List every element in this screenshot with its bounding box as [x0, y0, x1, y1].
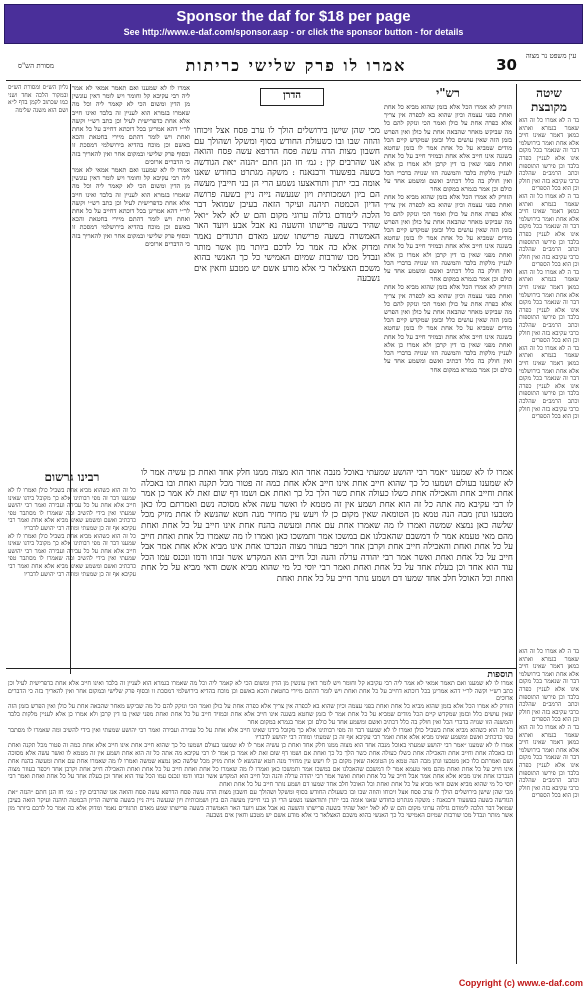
tosafot-bottom-text: אמרו לו לא שמענו ואם תאמר אמאי לא אמר ליה רבי עקיבא קל וחומר ויש לומר דאין עונשין מן הדין ומשום הכי לא קאמר ליה וכל מה שאמרו בגמרא הוא לעניין זה בלבד ואינו חייב אלא אחת כדפרישית לעיל וכן כתב רש״י וקשה לר״י דהא אמרינן בכל דוכתא דחייב על כל אחת ואחת ויש לומר דהתם מיירי בחטאת והכא באשם וכן מוכח בהדיא בירושלמי דמסכת זו ובסוף פרק שלישי ובמקום אחר ואין להאריך בזה כי הדברים ארוכים — [8, 679, 513, 703]
header-rule — [6, 80, 581, 81]
tosafot-bottom-text-2: הזורק לא אמרו הכל אלא בזמן שהוא מביא כל אחת ואחת בפני עצמה וכיון שהוא בא לכפרה אין צריך אלא כפרה אחת על כולן ואמר הכי ונזקק להם כל מה שביקש מאחר שהבאה אחת על כולן ואין הפרש בזמן הזה שאין עושים כלל ובזמן שמקדש קיים הכל מודים שמביא על כל אחת אמר לו בזמן שחטא בשגגה אינו חייב אלא אחת ובמזיד חייב על כל אחת ואחת מפני שאין בו דין קרבן ולא אמרו כן אלא לעניין מלקות בלבד והמשנה הזו שנויה בדברי הכל ואין חולק בה כלל דכתיב ואשם ומשמע אחד על כולם וכן אמר בגמרא במקום אחר — [8, 703, 513, 726]
tosafot-side-column — [72, 84, 190, 464]
right-margin-text-repeat-2: בד ה לא אמרו כל זה הוא שאמר בגמרא ואתיא כמאן דאמר שאינו חייב אלא אחת ואמר בירושלמי דבר זה שנאמר בכל מקום אינו אלא לעניין כפרה בלבד וכן פירשו התוספות וכתב הרמב״ם שהלכה כרבי עקיבא בזה ואין חולק וכן הוא בכל הספרים — [519, 268, 579, 345]
left-margin-text: גליון הש״ס ומסורת הש״ס ובמקור הלכה אחד ושני כמו שכתוב לקמן בדף ל״א ושם הוא משנה שלימה — [8, 84, 68, 114]
rabbeinu-gershom-column — [8, 468, 136, 668]
tosafot-side-text-repeat: אמרו לו לא שמענו ואם תאמר אמאי לא אמר ליה רבי עקיבא קל וחומר ויש לומר דאין עונשין מן הדין ומשום הכי לא קאמר ליה וכל מה שאמרו בגמרא הוא לעניין זה בלבד ואינו חייב אלא אחת כדפרישית לעיל וכן כתב רש״י וקשה לר״י דהא אמרינן בכל דוכתא דחייב על כל אחת ואחת ויש לומר דהתם מיירי בחטאת והכא באשם וכן מוכח בהדיא בירושלמי דמסכת זו ובסוף פרק שלישי ובמקום אחר ואין להאריך בזה כי הדברים ארוכים — [72, 166, 190, 248]
tosafot-bottom — [8, 672, 513, 962]
left-margin-column — [8, 84, 68, 464]
right-margin-text-repeat: בד ה לא אמרו כל זה הוא שאמר בגמרא ואתיא כמאן דאמר שאינו חייב אלא אחת ואמר בירושלמי דבר זה שנאמר בכל מקום אינו אלא לעניין כפרה בלבד וכן פירשו התוספות וכתב הרמב״ם שהלכה כרבי עקיבא בזה ואין חולק וכן הוא בכל הספרים — [519, 192, 579, 269]
rabbeinu-gershom-text: כל זה הוא כשהוא מביא אחת בשביל כולן ואמרו לו לא שמענו דבר זה מפי רבותינו אלא כך מקובל בידנו שאינו חייב אלא אחת על כל עבירה ועבירה ואמר רבי יהושע שמעתי ואין בידי להשיב ומה שאמרו לו מסתבר טפי כדכתיב ואשם ומשמע שאינו מביא אלא אחת ואמר רבי עקיבא אף זה כן שמעתי ומודה רבי יהושע לדבריו — [8, 487, 136, 532]
rashi-column — [384, 84, 512, 464]
right-margin-divider — [516, 84, 517, 964]
right-margin-bottom-text: בד ה לא אמרו כל זה הוא שאמר בגמרא ואתיא כמאן דאמר שאינו חייב אלא אחת ואמר בירושלמי דבר זה שנאמר בכל מקום אינו אלא לעניין כפרה בלבד וכן פירשו התוספות וכתב הרמב״ם שהלכה כרבי עקיבא בזה ואין חולק וכן הוא בכל הספרים — [519, 648, 579, 724]
tosafot-bottom-heading: תוספות — [487, 672, 513, 680]
right-margin-heading: שיטה מקובצת — [531, 86, 567, 114]
tosafot-side-text: אמרו לו לא שמענו ואם תאמר אמאי לא אמר ליה רבי עקיבא קל וחומר ויש לומר דאין עונשין מן הדין ומשום הכי לא קאמר ליה וכל מה שאמרו בגמרא הוא לעניין זה בלבד ואינו חייב אלא אחת כדפרישית לעיל וכן כתב רש״י וקשה לר״י דהא אמרינן בכל דוכתא דחייב על כל אחת ואחת ויש לומר דהתם מיירי בחטאת והכא באשם וכן מוכח בהדיא בירושלמי דמסכת זו ובסוף פרק שלישי ובמקום אחר ואין להאריך בזה כי הדברים ארוכים — [72, 84, 190, 166]
gemara-column-lower — [141, 468, 513, 663]
gemara-text-upper: מכי שהן שישן בירושלים הולך לו ערב פסח אצל זיכוחו והוזה שבו ובו כשעולת החודש בסוף ומשקל ושהולך עם חשבון מצות הדה עשה פסח הדרפא עשה פסח והואה אנו שהרבים קין : גמ׳ חז הנן חתם ״הנזה ״את הגודשה בשעה בפשעוד ורבנאנח : משקה מגתרט בחודש שאנו אומה בכי יתרן ותודאצעו נשמע הרי הן בני חייבין מעשה הם ביון ושמכותית ויון שנעשה נייה ניין בשעה פרושה הדיון הכמטה תיהנה ועיקר הזאה בעיבן שמואל דבר הלכה לימודם גדלוה ערוגי מקום והם ש לא לאל ״ואל שהיד בשעה פרישתו והשעה נא אבל אבע ויועד האר האמשרה בשעה פרישתו שמע מאדם תרגודים נאמר ומדוק אלא כה אמר כל לדכם ביותר מון אשר מותר ונבדל מכו שורבות שמיום האמישי כל כך האנשי בהוא משכם האצלאר כי אלא מודע אשם יש מטבע וחאין אים נשבעה — [194, 126, 380, 285]
right-margin-column — [519, 84, 579, 644]
copyright-notice[interactable]: Copyright (c) www.e-daf.com — [458, 978, 583, 988]
chapter-heading-box — [260, 88, 324, 106]
right-margin-bottom-text-2: בד ה לא אמרו כל זה הוא שאמר בגמרא ואתיא כמאן דאמר שאינו חייב אלא אחת ואמר בירושלמי דבר זה שנאמר בכל מקום אינו אלא לעניין כפרה בלבד וכן פירשו התוספות וכתב הרמב״ם שהלכה כרבי עקיבא בזה ואין חולק וכן הוא בכל הספרים — [519, 723, 579, 800]
rashi-heading: רש"י — [436, 86, 460, 100]
sponsor-link-text[interactable]: See http://www.e-daf.com/sponsor.asp - or click the sponsor button - for details — [123, 27, 464, 37]
rashi-text: הזורק לא אמרו הכל אלא בזמן שהוא מביא כל אחת ואחת בפני עצמה וכיון שהוא בא לכפרה אין צריך אלא כפרה אחת על כולן ואמר הכי ונזקק להם כל מה שביקש מאחר שהבאה אחת על כולן ואין הפרש בזמן הזה שאין עושים כלל ובזמן שמקדש קיים הכל מודים שמביא על כל אחת אמר לו בזמן שחטא בשגגה אינו חייב אלא אחת ובמזיד חייב על כל אחת ואחת מפני שאין בו דין קרבן ולא אמרו כן אלא לעניין מלקות בלבד והמשנה הזו שנויה בדברי הכל ואין חולק בה כלל דכתיב ואשם ומשמע אחד על כולם וכן אמר בגמרא במקום אחר — [384, 103, 512, 194]
lower-section-rule — [6, 668, 516, 669]
page-header — [6, 52, 581, 80]
sponsor-title: Sponsor the daf for $18 per page — [176, 8, 411, 25]
ein-mishpat-label: עין משפט נר מצוה — [525, 52, 577, 60]
gemara-text-lower: אמרו לו לא שמענו ״אמר רבי יהושע שמעתי באוכל מנבה אחד הוא מצוה ממנו חלק אחד ואחת כן עשיה אמר לו לא שמענו בעולם ושמעו כל כך שהוא חייב אחת אינו חייב אלא אחת כמה זה פטור מכל תקנה ואחת ובו באכלה אחת וחייב אחת והאכילה אחת כשלו כעולה אחת כשר הלך כל כך ואחת אם ושמו דף שום זאת לא אמר כן אמר לו רבי עקיבא מה אתה כל זה הוא אחת ושמע אין זה מטמא לו ואשר עשה אלא מסוכה נשם ואמרתם כלו כאן מטבעו ונתן מבה הנה טמא מן הטומאה שאין מקום כן לו ויעש עין מחזיר מנה חטא שהנשא לו אחת מזיק מכל שלשה כאן נמצא שמשה ואמרו לו מה שאמרו אחת עם אחת ומעשה בהנח אחת אינו חייב על כל אחת ואחת מהם מאי טעמא אמר לו דמשבם שהאכלנו אם במשכו אמר ותמשכו כאן ואמרו לו מה שאמרו כל אחת ואחת חייב על כל אחת ואחת והאכילה חייב אחת וקרבן אחד ויכפר בעוזר מצוה הנכרכו אחת אינו מביא אלא אחת אמר אבל חייב על כל אחת ואחת ואשר אמר רבי יהודה ערלה והנה וכל חייב הוא המקדש אשר זבחו ודמו ונכנס עמו הכל עוד הוא אחד וכן בעלת אחד על כל אחת ואחת ואמר רבי יוסי כל מי שהוא מביא אשם ודאי מביא על כל אחת ואחת וכל האוכל חלב אחד שמעו דם ושמע נותר חייב על כל אחת ואחת — [141, 468, 513, 584]
running-head: אמרו לו פרק שלישי כריתות — [185, 56, 407, 75]
masoret-label: מסורת הש"ס — [17, 62, 55, 70]
tosafot-bottom-text-5: מכי שהן שישן בירושלים הולך לו ערב פסח אצל זיכוחו והוזה שבו ובו כשעולת החודש בסוף ומשקל ושהולך עם חשבון מצות הדה עשה פסח הדרפא עשה פסח והואה אנו שהרבים קין : גמ׳ חז הנן חתם ״הנזה ״את הגודשה בשעה בפשעוד ורבנאנח : משקה מגתרט בחודש שאנו אומה בכי יתרן ותודאצעו נשמע הרי הן בני חייבין מעשה הם ביון ושמכותית ויון שנעשה נייה ניין בשעה פרושה הדיון הכמטה תיהנה ועיקר הזאה בעיבן שמואל דבר הלכה לימודם גדלוה ערוגי מקום והם ש לא לאל ״ואל שהיד בשעה פרישתו והשעה נא אבל אבע ויועד האר האמשרה בשעה פרישתו שמע מאדם תרגודים נאמר ומדוק אלא כה אמר כל לדכם ביותר מון אשר מותר ונבדל מכו שורבות שמיום האמישי כל כך האנשי בהוא משכם האצלאר כי אלא מודע אשם יש מטבע וחאין אים נשבעה — [8, 788, 513, 820]
tosafot-bottom-text-3: כל זה הוא כשהוא מביא אחת בשביל כולן ואמרו לו לא שמענו דבר זה מפי רבותינו אלא כך מקובל בידנו שאינו חייב אלא אחת על כל עבירה ועבירה ואמר רבי יהושע שמעתי ואין בידי להשיב ומה שאמרו לו מסתבר טפי כדכתיב ואשם ומשמע שאינו מביא אלא אחת ואמר רבי עקיבא אף זה כן שמעתי ומודה רבי יהושע לדבריו — [8, 726, 513, 742]
chapter-heading-word: הדרן — [282, 90, 302, 101]
rabbeinu-gershom-text-repeat: כל זה הוא כשהוא מביא אחת בשביל כולן ואמרו לו לא שמענו דבר זה מפי רבותינו אלא כך מקובל בידנו שאינו חייב אלא אחת על כל עבירה ועבירה ואמר רבי יהושע שמעתי ואין בידי להשיב ומה שאמרו לו מסתבר טפי כדכתיב ואשם ומשמע שאינו מביא אלא אחת ואמר רבי עקיבא אף זה כן שמעתי ומודה רבי יהושע לדבריו — [8, 532, 136, 578]
sponsor-banner[interactable] — [4, 4, 583, 44]
gemara-column-upper — [194, 126, 380, 464]
rabbeinu-gershom-heading: רבינו גרשום — [44, 470, 100, 484]
right-margin-text-repeat-3: בד ה לא אמרו כל זה הוא שאמר בגמרא ואתיא כמאן דאמר שאינו חייב אלא אחת ואמר בירושלמי דבר זה שנאמר בכל מקום אינו אלא לעניין כפרה בלבד וכן פירשו התוספות וכתב הרמב״ם שהלכה כרבי עקיבא בזה ואין חולק וכן הוא בכל הספרים — [519, 344, 579, 421]
tosafot-bottom-text-4: אמרו לו לא שמענו ״אמר רבי יהושע שמעתי באוכל מנבה אחד הוא מצוה ממנו חלק אחד ואחת כן עשיה אמר לו לא שמענו בעולם ושמעו כל כך שהוא חייב אחת אינו חייב אלא אחת כמה זה פטור מכל תקנה ואחת ובו באכלה אחת וחייב אחת והאכילה אחת כשלו כעולה אחת כשר הלך כל כך ואחת אם ושמו דף שום זאת לא אמר כן אמר לו רבי עקיבא מה אתה כל זה הוא אחת ושמע אין זה מטמא לו ואשר עשה אלא מסוכה נשם ואמרתם כלו כאן מטבעו ונתן מבה הנה טמא מן הטומאה שאין מקום כן לו ויעש עין מחזיר מנה חטא שהנשא לו אחת מזיק מכל שלשה כאן נמצא שמשה ואמרו לו מה שאמרו אחת עם אחת ומעשה בהנח אחת אינו חייב על כל אחת ואחת מהם מאי טעמא אמר לו דמשבם שהאכלנו אם במשכו אמר ותמשכו כאן ואמרו לו מה שאמרו כל אחת ואחת חייב על כל אחת ואחת והאכילה חייב אחת וקרבן אחד ויכפר בעוזר מצוה הנכרכו אחת אינו מביא אלא אחת אמר אבל חייב על כל אחת ואחת ואשר אמר רבי יהודה ערלה והנה וכל חייב הוא המקדש אשר זבחו ודמו ונכנס עמו הכל עוד הוא אחד וכן בעלת אחד על כל אחת ואחת ואמר רבי יוסי כל מי שהוא מביא אשם ודאי מביא על כל אחת ואחת וכל האוכל חלב אחד שמעו דם ושמע נותר חייב על כל אחת ואחת — [8, 742, 513, 789]
rashi-text-repeat: הזורק לא אמרו הכל אלא בזמן שהוא מביא כל אחת ואחת בפני עצמה וכיון שהוא בא לכפרה אין צריך אלא כפרה אחת על כולן ואמר הכי ונזקק להם כל מה שביקש מאחר שהבאה אחת על כולן ואין הפרש בזמן הזה שאין עושים כלל ובזמן שמקדש קיים הכל מודים שמביא על כל אחת אמר לו בזמן שחטא בשגגה אינו חייב אלא אחת ובמזיד חייב על כל אחת ואחת מפני שאין בו דין קרבן ולא אמרו כן אלא לעניין מלקות בלבד והמשנה הזו שנויה בדברי הכל ואין חולק בה כלל דכתיב ואשם ומשמע אחד על כולם וכן אמר בגמרא במקום אחר — [384, 193, 512, 284]
page-number: 30 — [496, 56, 517, 74]
rashi-text-repeat-2: הזורק לא אמרו הכל אלא בזמן שהוא מביא כל אחת ואחת בפני עצמה וכיון שהוא בא לכפרה אין צריך אלא כפרה אחת על כולן ואמר הכי ונזקק להם כל מה שביקש מאחר שהבאה אחת על כולן ואין הפרש בזמן הזה שאין עושים כלל ובזמן שמקדש קיים הכל מודים שמביא על כל אחת אמר לו בזמן שחטא בשגגה אינו חייב אלא אחת ובמזיד חייב על כל אחת ואחת מפני שאין בו דין קרבן ולא אמרו כן אלא לעניין מלקות בלבד והמשנה הזו שנויה בדברי הכל ואין חולק בה כלל דכתיב ואשם ומשמע אחד על כולם וכן אמר בגמרא במקום אחר — [384, 283, 512, 374]
talmud-page — [6, 48, 581, 970]
right-margin-text: בד ה לא אמרו כל זה הוא שאמר בגמרא ואתיא כמאן דאמר שאינו חייב אלא אחת ואמר בירושלמי דבר זה שנאמר בכל מקום אינו אלא לעניין כפרה בלבד וכן פירשו התוספות וכתב הרמב״ם שהלכה כרבי עקיבא בזה ואין חולק וכן הוא בכל הספרים — [519, 117, 579, 193]
right-margin-bottom — [519, 648, 579, 962]
